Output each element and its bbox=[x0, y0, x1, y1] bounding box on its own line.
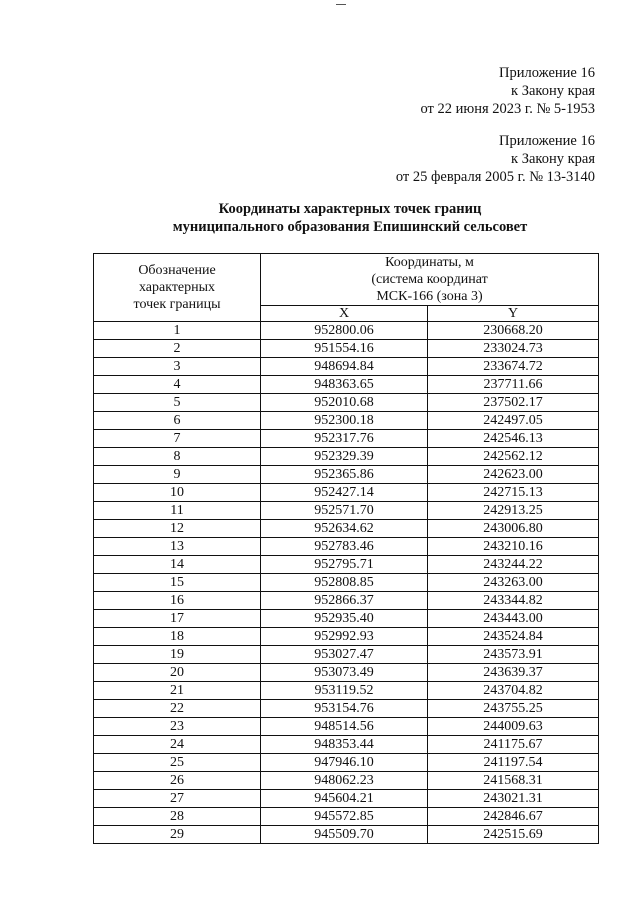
x-coordinate-cell: 945604.21 bbox=[261, 790, 428, 808]
table-row bbox=[94, 556, 599, 574]
x-coordinate-cell: 952800.06 bbox=[261, 322, 428, 340]
header-coords-line1: Координаты, м bbox=[385, 255, 474, 270]
y-coordinate-cell: 243443.00 bbox=[428, 610, 599, 628]
point-number-cell: 18 bbox=[94, 628, 261, 646]
x-coordinate-cell: 952935.40 bbox=[261, 610, 428, 628]
point-number-cell: 28 bbox=[94, 808, 261, 826]
x-coordinate-cell: 953119.52 bbox=[261, 682, 428, 700]
table-row bbox=[94, 322, 599, 340]
appendix-current-line3: от 22 июня 2023 г. № 5-1953 bbox=[420, 101, 595, 117]
table-row bbox=[94, 790, 599, 808]
y-coordinate-cell: 242623.00 bbox=[428, 466, 599, 484]
table-row bbox=[94, 700, 599, 718]
point-number-cell: 4 bbox=[94, 376, 261, 394]
point-number-cell: 12 bbox=[94, 520, 261, 538]
table-row bbox=[94, 412, 599, 430]
y-coordinate-cell: 237502.17 bbox=[428, 394, 599, 412]
y-coordinate-cell: 242562.12 bbox=[428, 448, 599, 466]
y-coordinate-cell: 243755.25 bbox=[428, 700, 599, 718]
document-title-line2: муниципального образования Епишинский сельсовет bbox=[172, 219, 528, 235]
table-row bbox=[94, 394, 599, 412]
point-number-cell: 23 bbox=[94, 718, 261, 736]
y-coordinate-cell: 243639.37 bbox=[428, 664, 599, 682]
x-coordinate-cell: 953154.76 bbox=[261, 700, 428, 718]
table-row bbox=[94, 772, 599, 790]
y-coordinate-cell: 243263.00 bbox=[428, 574, 599, 592]
x-coordinate-cell: 952010.68 bbox=[261, 394, 428, 412]
y-coordinate-cell: 243524.84 bbox=[428, 628, 599, 646]
point-number-cell: 29 bbox=[94, 826, 261, 844]
y-coordinate-cell: 243704.82 bbox=[428, 682, 599, 700]
table-row bbox=[94, 502, 599, 520]
x-coordinate-cell: 952365.86 bbox=[261, 466, 428, 484]
table-row bbox=[94, 754, 599, 772]
y-coordinate-cell: 243344.82 bbox=[428, 592, 599, 610]
document-title-line1: Координаты характерных точек границ bbox=[218, 201, 482, 217]
appendix-current-line2: к Закону края bbox=[511, 83, 595, 99]
y-coordinate-cell: 242515.69 bbox=[428, 826, 599, 844]
point-number-cell: 27 bbox=[94, 790, 261, 808]
appendix-original-line2: к Закону края bbox=[511, 151, 595, 167]
y-coordinate-cell: 241197.54 bbox=[428, 754, 599, 772]
point-number-cell: 2 bbox=[94, 340, 261, 358]
x-coordinate-cell: 952571.70 bbox=[261, 502, 428, 520]
x-coordinate-cell: 952808.85 bbox=[261, 574, 428, 592]
table-row bbox=[94, 718, 599, 736]
x-coordinate-cell: 952866.37 bbox=[261, 592, 428, 610]
point-number-cell: 16 bbox=[94, 592, 261, 610]
point-number-cell: 20 bbox=[94, 664, 261, 682]
coordinates-table bbox=[93, 253, 599, 844]
header-y: Y bbox=[428, 306, 599, 322]
table-row bbox=[94, 610, 599, 628]
x-coordinate-cell: 948363.65 bbox=[261, 376, 428, 394]
table-row bbox=[94, 664, 599, 682]
x-coordinate-cell: 952795.71 bbox=[261, 556, 428, 574]
point-number-cell: 9 bbox=[94, 466, 261, 484]
x-coordinate-cell: 952329.39 bbox=[261, 448, 428, 466]
y-coordinate-cell: 233674.72 bbox=[428, 358, 599, 376]
x-coordinate-cell: 952317.76 bbox=[261, 430, 428, 448]
y-coordinate-cell: 230668.20 bbox=[428, 322, 599, 340]
y-coordinate-cell: 237711.66 bbox=[428, 376, 599, 394]
x-coordinate-cell: 952992.93 bbox=[261, 628, 428, 646]
table-row bbox=[94, 340, 599, 358]
point-number-cell: 25 bbox=[94, 754, 261, 772]
point-number-cell: 5 bbox=[94, 394, 261, 412]
table-row bbox=[94, 646, 599, 664]
table-row bbox=[94, 592, 599, 610]
x-coordinate-cell: 951554.16 bbox=[261, 340, 428, 358]
x-coordinate-cell: 948694.84 bbox=[261, 358, 428, 376]
y-coordinate-cell: 243006.80 bbox=[428, 520, 599, 538]
coordinates-table-body bbox=[94, 322, 599, 844]
y-coordinate-cell: 243573.91 bbox=[428, 646, 599, 664]
header-point-line3: точек границы bbox=[133, 297, 221, 312]
x-coordinate-cell: 945509.70 bbox=[261, 826, 428, 844]
point-number-cell: 21 bbox=[94, 682, 261, 700]
table-row bbox=[94, 376, 599, 394]
table-row bbox=[94, 736, 599, 754]
page-top-mark bbox=[336, 4, 346, 5]
y-coordinate-cell: 241175.67 bbox=[428, 736, 599, 754]
y-coordinate-cell: 243210.16 bbox=[428, 538, 599, 556]
x-coordinate-cell: 945572.85 bbox=[261, 808, 428, 826]
header-x: X bbox=[261, 306, 428, 322]
table-row bbox=[94, 430, 599, 448]
header-coords-line2: (система координат bbox=[371, 272, 488, 287]
y-coordinate-cell: 242715.13 bbox=[428, 484, 599, 502]
table-row bbox=[94, 520, 599, 538]
y-coordinate-cell: 241568.31 bbox=[428, 772, 599, 790]
header-point-designation bbox=[94, 254, 261, 322]
point-number-cell: 24 bbox=[94, 736, 261, 754]
table-row bbox=[94, 826, 599, 844]
table-row bbox=[94, 628, 599, 646]
point-number-cell: 14 bbox=[94, 556, 261, 574]
point-number-cell: 19 bbox=[94, 646, 261, 664]
point-number-cell: 15 bbox=[94, 574, 261, 592]
table-row bbox=[94, 682, 599, 700]
table-row bbox=[94, 358, 599, 376]
point-number-cell: 10 bbox=[94, 484, 261, 502]
y-coordinate-cell: 242913.25 bbox=[428, 502, 599, 520]
point-number-cell: 3 bbox=[94, 358, 261, 376]
y-coordinate-cell: 242846.67 bbox=[428, 808, 599, 826]
point-number-cell: 26 bbox=[94, 772, 261, 790]
x-coordinate-cell: 948514.56 bbox=[261, 718, 428, 736]
table-row bbox=[94, 448, 599, 466]
header-coordinates bbox=[261, 254, 599, 306]
x-coordinate-cell: 948062.23 bbox=[261, 772, 428, 790]
table-row bbox=[94, 484, 599, 502]
x-coordinate-cell: 947946.10 bbox=[261, 754, 428, 772]
y-coordinate-cell: 243021.31 bbox=[428, 790, 599, 808]
table-row bbox=[94, 574, 599, 592]
point-number-cell: 1 bbox=[94, 322, 261, 340]
point-number-cell: 17 bbox=[94, 610, 261, 628]
header-coords-line3: МСК-166 (зона 3) bbox=[376, 289, 483, 304]
x-coordinate-cell: 952634.62 bbox=[261, 520, 428, 538]
appendix-original-line3: от 25 февраля 2005 г. № 13-3140 bbox=[395, 169, 595, 185]
appendix-current-header bbox=[420, 64, 595, 118]
x-coordinate-cell: 952427.14 bbox=[261, 484, 428, 502]
table-row bbox=[94, 808, 599, 826]
appendix-original-header bbox=[396, 132, 595, 186]
point-number-cell: 22 bbox=[94, 700, 261, 718]
point-number-cell: 13 bbox=[94, 538, 261, 556]
x-coordinate-cell: 952783.46 bbox=[261, 538, 428, 556]
point-number-cell: 7 bbox=[94, 430, 261, 448]
x-coordinate-cell: 953073.49 bbox=[261, 664, 428, 682]
appendix-original-line1: Приложение 16 bbox=[499, 133, 595, 149]
document-title bbox=[60, 200, 640, 236]
y-coordinate-cell: 242497.05 bbox=[428, 412, 599, 430]
header-point-line2: характерных bbox=[138, 280, 216, 295]
y-coordinate-cell: 242546.13 bbox=[428, 430, 599, 448]
point-number-cell: 8 bbox=[94, 448, 261, 466]
point-number-cell: 11 bbox=[94, 502, 261, 520]
appendix-current-line1: Приложение 16 bbox=[499, 65, 595, 81]
y-coordinate-cell: 244009.63 bbox=[428, 718, 599, 736]
y-coordinate-cell: 233024.73 bbox=[428, 340, 599, 358]
x-coordinate-cell: 953027.47 bbox=[261, 646, 428, 664]
table-row bbox=[94, 466, 599, 484]
x-coordinate-cell: 948353.44 bbox=[261, 736, 428, 754]
point-number-cell: 6 bbox=[94, 412, 261, 430]
table-row bbox=[94, 538, 599, 556]
y-coordinate-cell: 243244.22 bbox=[428, 556, 599, 574]
header-point-line1: Обозначение bbox=[138, 263, 216, 278]
x-coordinate-cell: 952300.18 bbox=[261, 412, 428, 430]
